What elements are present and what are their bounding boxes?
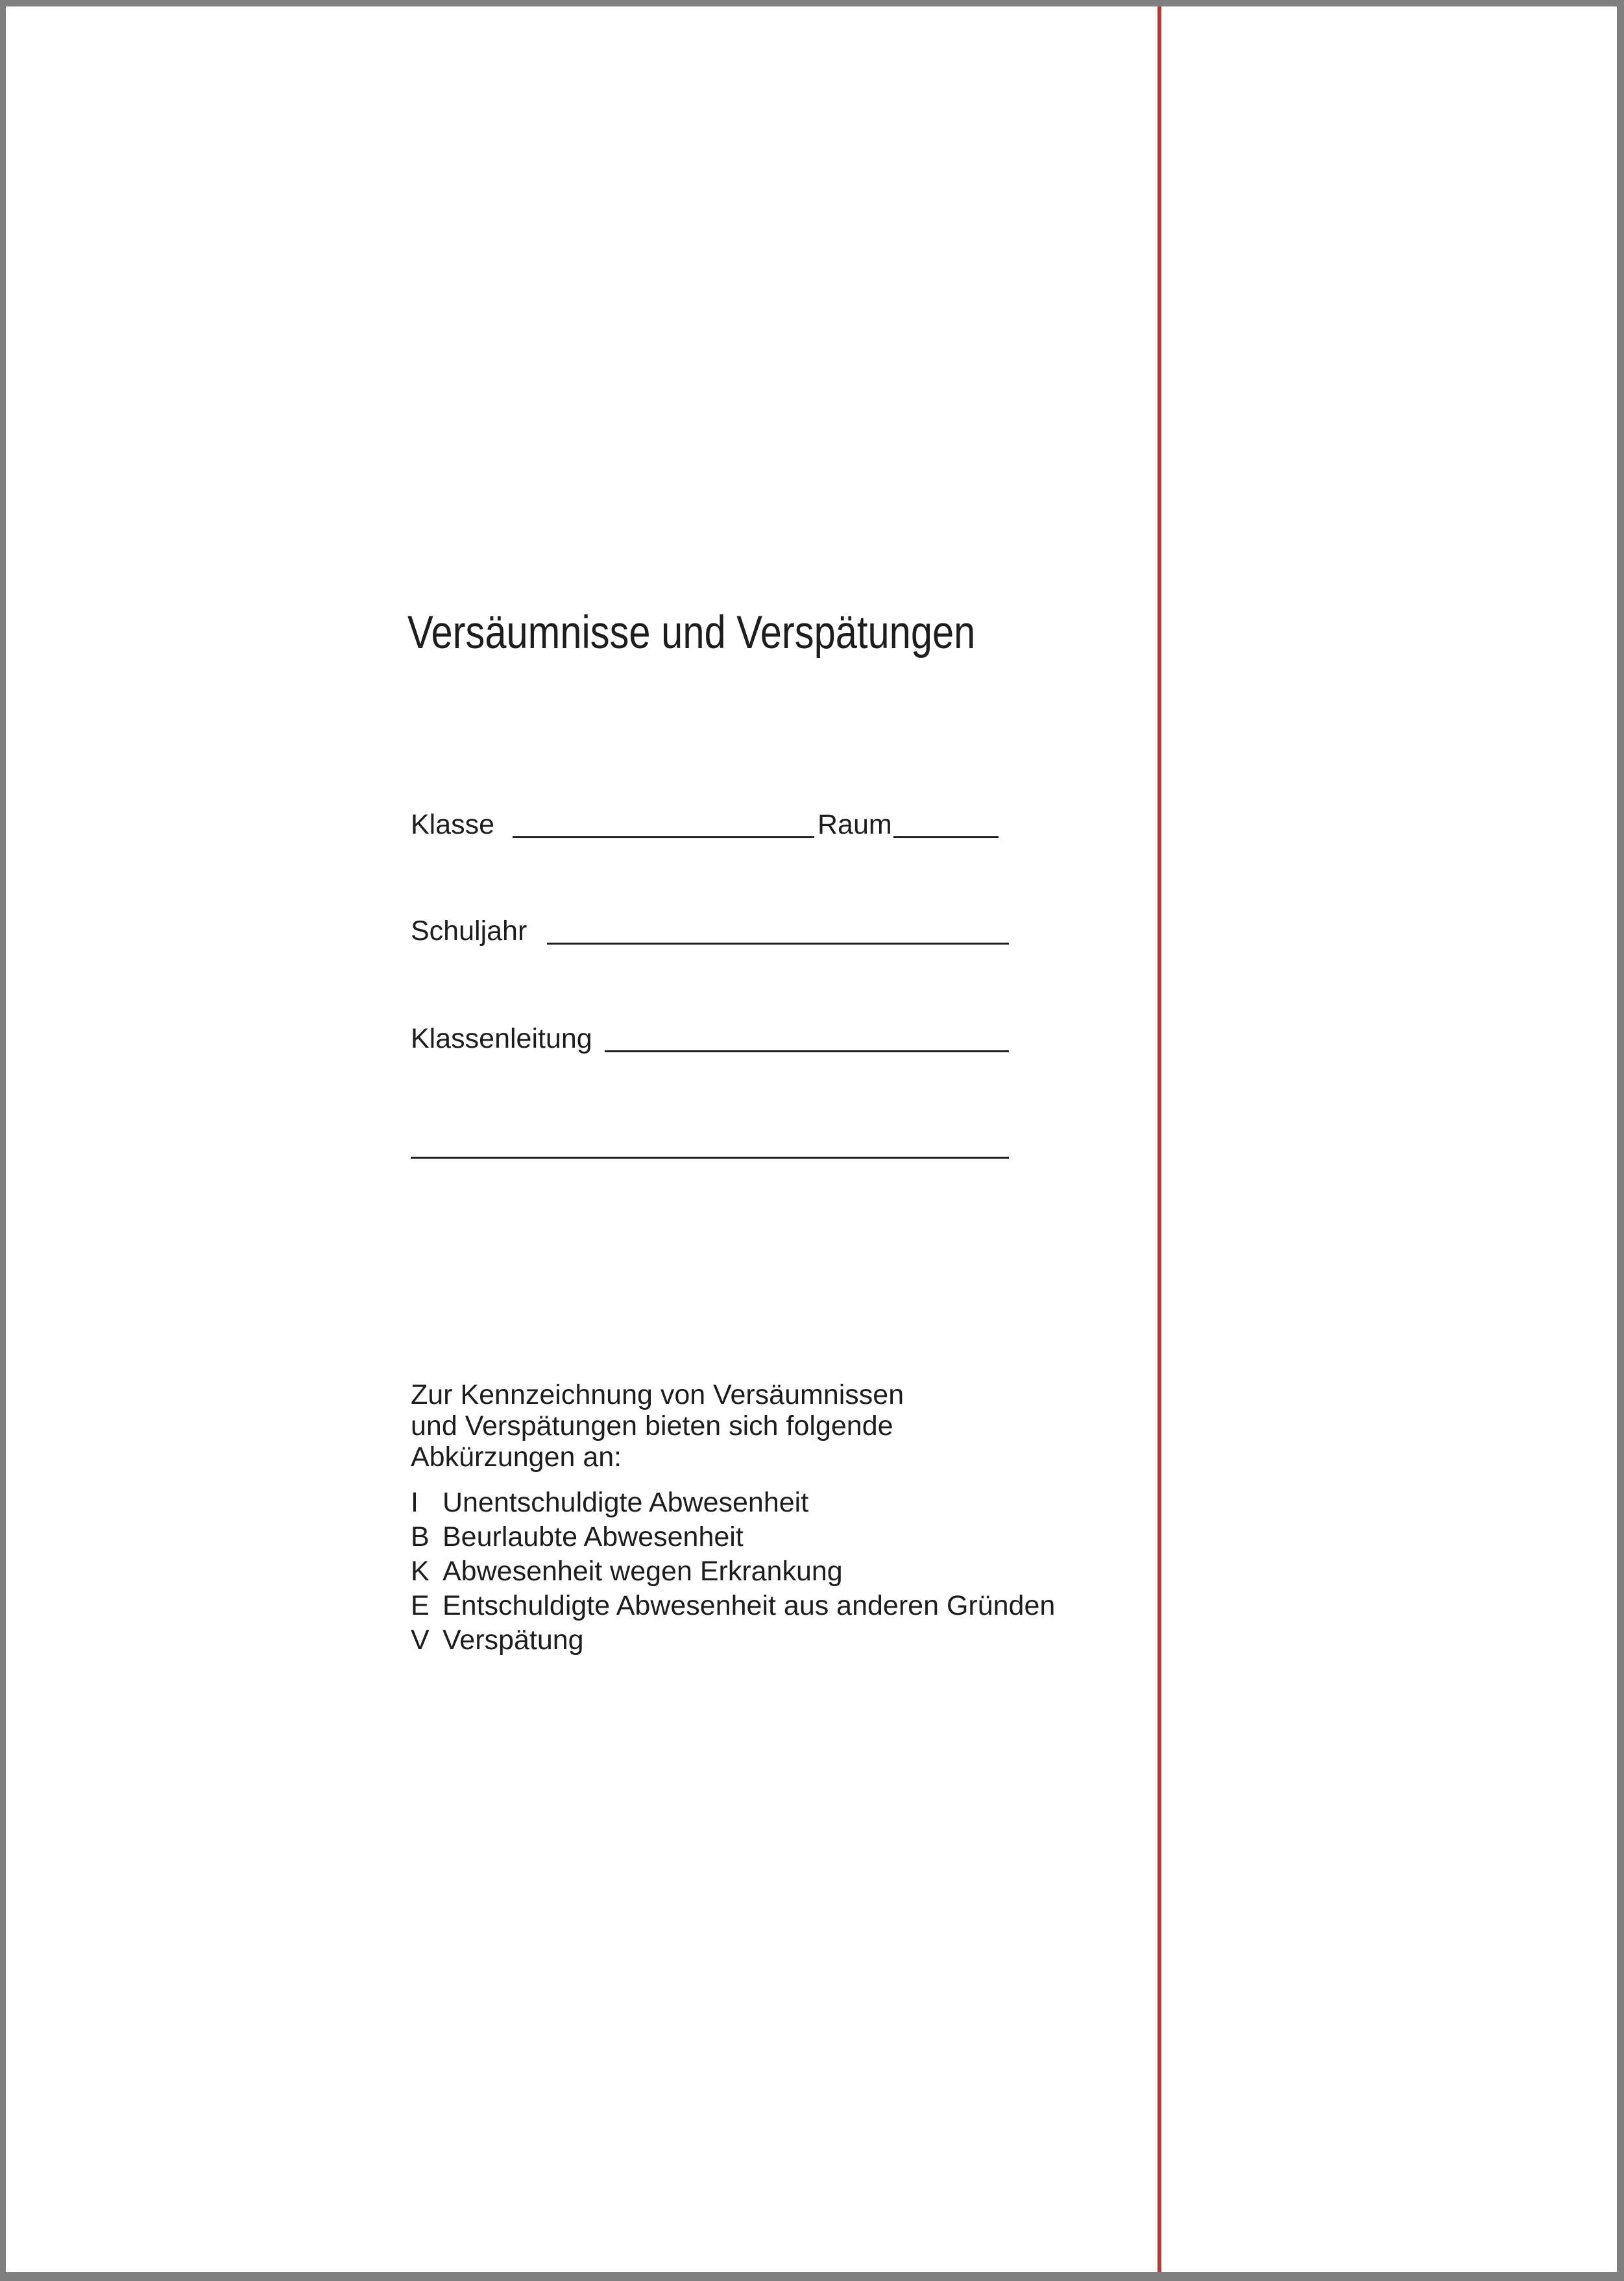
abbreviation-note xyxy=(411,1379,904,1473)
red-margin-rule xyxy=(1157,6,1161,2272)
raum-blank-line xyxy=(893,836,999,838)
abbreviation-label: Entschuldigte Abwesenheit aus anderen Gründen xyxy=(442,1590,1056,1621)
klassenleitung-blank-line xyxy=(605,1050,1009,1052)
klassenleitung-continuation-blank-line xyxy=(411,1157,1009,1159)
abbreviation-label: Abwesenheit wegen Erkrankung xyxy=(442,1556,843,1587)
note-line: und Verspätungen bieten sich folgende xyxy=(411,1410,893,1442)
schuljahr-label: Schuljahr xyxy=(411,915,527,947)
abbreviation-row xyxy=(411,1486,1055,1520)
abbreviation-code: V xyxy=(411,1624,430,1656)
klasse-label: Klasse xyxy=(411,809,495,840)
raum-label: Raum xyxy=(818,809,892,840)
abbreviation-label: Verspätung xyxy=(442,1624,584,1656)
abbreviation-row xyxy=(411,1623,1055,1658)
klassenleitung-label: Klassenleitung xyxy=(411,1023,592,1054)
klasse-blank-line xyxy=(513,836,814,838)
abbreviation-code: E xyxy=(411,1590,430,1621)
abbreviation-label: Beurlaubte Abwesenheit xyxy=(442,1521,744,1552)
page-title: Versäumnisse und Verspätungen xyxy=(407,607,976,658)
abbreviation-code: B xyxy=(411,1521,430,1552)
schuljahr-blank-line xyxy=(547,943,1009,945)
paper-sheet xyxy=(6,6,1617,2272)
abbreviation-code: K xyxy=(411,1556,430,1587)
abbreviation-row xyxy=(411,1589,1055,1623)
abbreviation-row xyxy=(411,1554,1055,1589)
abbreviation-legend xyxy=(411,1486,1055,1658)
abbreviation-row xyxy=(411,1520,1055,1554)
abbreviation-label: Unentschuldigte Abwesenheit xyxy=(442,1487,809,1518)
note-line: Abkürzungen an: xyxy=(411,1442,622,1473)
note-line: Zur Kennzeichnung von Versäumnissen xyxy=(411,1379,904,1410)
abbreviation-code: I xyxy=(411,1487,418,1518)
